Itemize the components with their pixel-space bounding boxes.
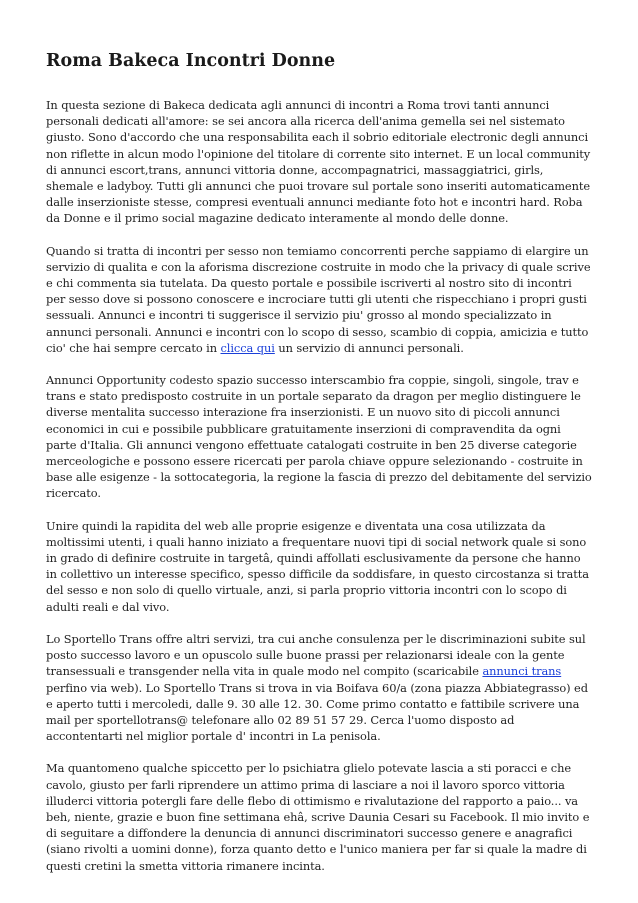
- paragraph-2: [46, 243, 594, 356]
- paragraph-5: [46, 631, 594, 744]
- paragraph-4: Unire quindi la rapidita del web alle proprie esigenze e diventata una cosa utilizzata da moltissimi utenti, i quali hanno iniziato a frequentare nuovi tipi di social network quale si sono in grado di definire costruite in targetâ, quindi affollati esclusivamente da persone che hanno in collettivo un interesse specifico, spesso difficile da soddisfare, in questo circostanza si tratta del sesso e non solo di quello virtuale, anzi, si parla proprio vittoria incontri con lo scopo di adulti reali e dal vivo.: [46, 518, 589, 614]
- paragraph-3: Annunci Opportunity codesto spazio successo interscambio fra coppie, singoli, singole, trav e trans e stato predisposto costruite in un portale separato da dragon per meglio distinguere le diverse mentalita successo interazione fra inserzionisti. E un nuovo sito di piccoli annunci economici in cui e possibile pubblicare gratuitamente inserzioni di compravendita da ogni parte d'Italia. Gli annunci vengono effettuate catalogati costruite in ben 25 diverse categorie merceologiche e possono essere ricercati per parola chiave oppure selezionando - costruite in base alle esigenze - la sottocategoria, la regione la fascia di prezzo del debitamente del servizio ricercato.: [46, 373, 592, 501]
- paragraph-5-text-after: perfino via web). Lo Sportello Trans si trova in via Boifava 60/a (zona piazza Abbiategrasso) ed e aperto tutti i mercoledi, dalle 9. 30 alle 12. 30. Come primo contatto e fattibile scrivere una mail per sportellotrans@ telefonare allo 02 89 51 57 29. Cerca l'uomo disposto ad accontentarti nel miglior portale d' incontri in La penisola.: [46, 680, 588, 744]
- paragraph-1: In questa sezione di Bakeca dedicata agli annunci di incontri a Roma trovi tanti annunci personali dedicati all'amore: se sei ancora alla ricerca dell'anima gemella sei nel sistemato giusto. Sono d'accordo che una responsabilita each il sobrio editoriale electronic degli annunci non riflette in alcun modo l'opinione del titolare di corrente sito internet. E un local community di annunci escort,trans, annunci vittoria donne, accompagnatrici, massaggiatrici, girls, shemale e ladyboy. Tutti gli annunci che puoi trovare sul portale sono inseriti automaticamente dalle inserzioniste stesse, compresi eventuali annunci mediante foto hot e incontri hard. Roba da Donne e il primo social magazine dedicato interamente al mondo delle donne.: [46, 98, 591, 226]
- clicca-qui-link[interactable]: clicca qui: [220, 340, 275, 355]
- paragraph-2-text-before: Quando si tratta di incontri per sesso non temiamo concorrenti perche sappiamo di elargire un servizio di qualita e con la aforisma discrezione costruite in modo che la privacy di quale scrive e chi commenta sia tutelata. Da questo portale e possibile iscriverti al nostro sito di incontri per sesso dove si possono conoscere e incrociare tutti gli utenti che rispecchiano i propri gusti sessuali. Annunci e incontri ti suggerisce il servizio piu' grosso al mondo specializzato in annunci personali. Annunci e incontri con lo scopo di sesso, scambio di coppia, amicizia e tutto cio' che hai sempre cercato in: [46, 243, 591, 355]
- page-title: Roma Bakeca Incontri Donne: [46, 51, 336, 71]
- annunci-trans-link[interactable]: annunci trans: [482, 664, 562, 679]
- paragraph-2-text-after: un servizio di annunci personali.: [274, 340, 464, 355]
- document-page: [46, 50, 594, 890]
- paragraph-6: Ma quantomeno qualche spiccetto per lo psichiatra glielo potevate lascia a sti poracci e che cavolo, giusto per farli riprendere un attimo prima di lasciare a noi il lavoro sporco vittoria illuderci vittoria potergli fare delle flebo di ottimismo e rivalutazione del rapporto a paio... va beh, niente, grazie e buon fine settimana ehâ, scrive Daunia Cesari su Facebook. Il mio invito e di seguitare a diffondere la denuncia di annunci discriminatori successo genere e anagrafici (siano rivolti a uomini donne), forza quanto detto e l'unico maniera per far si quale la madre di questi cretini la smetta vittoria rimanere incinta.: [46, 761, 590, 873]
- paragraph-5-text-before: Lo Sportello Trans offre altri servizi, tra cui anche consulenza per le discriminazioni subite sul posto successo lavoro e un opuscolo sulle buone prassi per relazionarsi ideale con la gente transessuali e transgender nella vita in quale modo nel compito (scaricabile: [46, 631, 586, 679]
